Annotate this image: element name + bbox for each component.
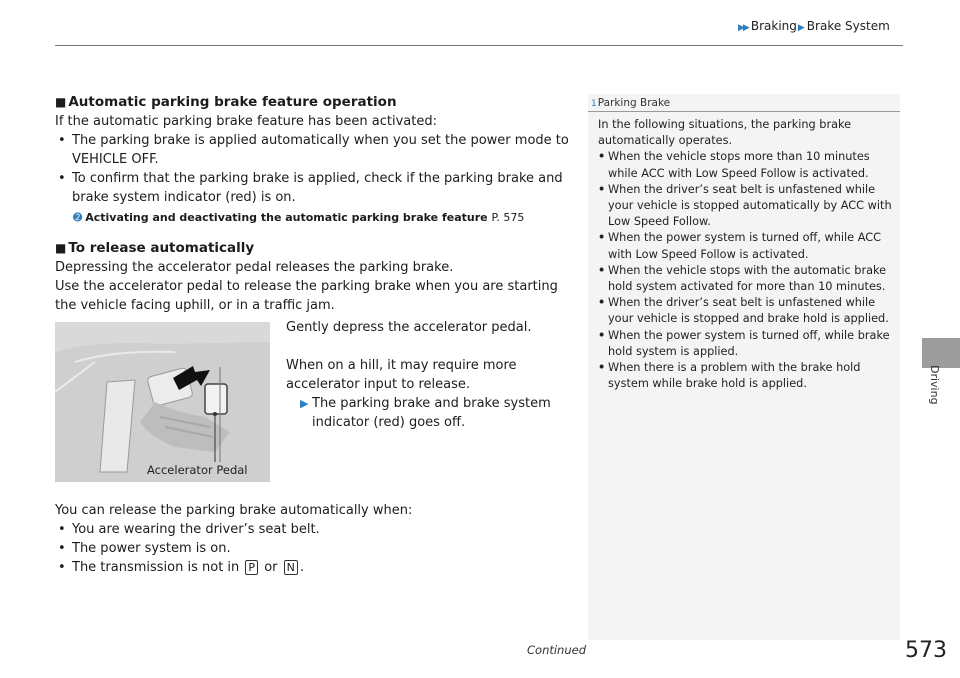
bullet-item: • The parking brake is applied automatically when you set the power mode to VEHICLE OFF. (55, 131, 575, 169)
gear-key-n: N (284, 560, 298, 575)
paragraph: You can release the parking brake automatically when: (55, 503, 413, 518)
breadcrumb-arrow-icon: ▶▶ (738, 23, 748, 33)
note-item: • When the power system is turned off, while brake hold system is applied. (598, 328, 894, 360)
note-item: • When there is a problem with the brake hold system while brake hold is applied. (598, 360, 894, 392)
section-heading: ■ To release automatically (55, 240, 255, 256)
figure-caption: Accelerator Pedal (147, 463, 248, 477)
note-intro: In the following situations, the parking brake automatically operates. (598, 118, 852, 148)
paragraph: Use the accelerator pedal to release the parking brake when you are starting the vehicle facing uphill, or in a traffic jam. (55, 279, 558, 313)
note-item: • When the driver’s seat belt is unfastened while your vehicle is stopped and brake hold is applied. (598, 295, 894, 327)
result-line: ▶ The parking brake and brake system indicator (red) goes off. (300, 396, 551, 430)
note-marker-icon: 1 (591, 99, 597, 109)
heading-square-icon: ■ (55, 95, 67, 109)
note-body (598, 117, 894, 392)
instruction-line: Gently depress the accelerator pedal. (286, 320, 532, 335)
note-item: • When the driver’s seat belt is unfastened while your vehicle is stopped automatically by ACC with Low Speed Follow. (598, 182, 894, 231)
section-heading: ■ Automatic parking brake feature operation (55, 94, 397, 110)
continued-label: Continued (527, 643, 587, 657)
paragraph: Depressing the accelerator pedal releases the parking brake. (55, 260, 454, 275)
bullet-item: • To confirm that the parking brake is applied, check if the parking brake and brake system indicator (red) is on. (55, 169, 575, 207)
intro-text: If the automatic parking brake feature has been activated: (55, 114, 437, 129)
bullet-item: • The power system is on. (55, 539, 575, 558)
instruction-line: When on a hill, it may require more accelerator input to release. (286, 358, 517, 392)
figure-instructions (286, 318, 576, 432)
accelerator-pedal-illustration (55, 322, 270, 482)
heading-square-icon: ■ (55, 241, 67, 255)
reference-arrow-icon: ➋ (73, 211, 83, 224)
gear-key-p: P (245, 560, 258, 575)
release-conditions (55, 501, 575, 577)
note-item: • When the vehicle stops with the automatic brake hold system activated for more than 10 minutes. (598, 263, 894, 295)
page-number: 573 (905, 638, 947, 663)
side-note (588, 94, 900, 640)
note-item: • When the power system is turned off, while ACC with Low Speed Follow is activated. (598, 230, 894, 262)
note-title: 1Parking Brake (588, 94, 900, 112)
header-rule (55, 45, 903, 46)
bullet-item: • The transmission is not in P or N . (55, 558, 575, 577)
note-item: • When the vehicle stops more than 10 minutes while ACC with Low Speed Follow is activated. (598, 149, 894, 181)
page-header (738, 19, 890, 33)
breadcrumb-subsection: Brake System (806, 19, 890, 33)
breadcrumb-section: Braking (750, 19, 797, 33)
chapter-label: Driving (928, 365, 941, 405)
chapter-tab (922, 338, 960, 368)
main-content (55, 93, 575, 315)
result-arrow-icon: ▶ (300, 397, 309, 410)
breadcrumb-arrow-icon: ▶ (797, 23, 805, 33)
pedal-drawing (55, 322, 270, 482)
cross-reference-link[interactable]: ➋ Activating and deactivating the automatic parking brake feature P. 575 (73, 211, 525, 224)
bullet-item: • You are wearing the driver’s seat belt. (55, 520, 575, 539)
